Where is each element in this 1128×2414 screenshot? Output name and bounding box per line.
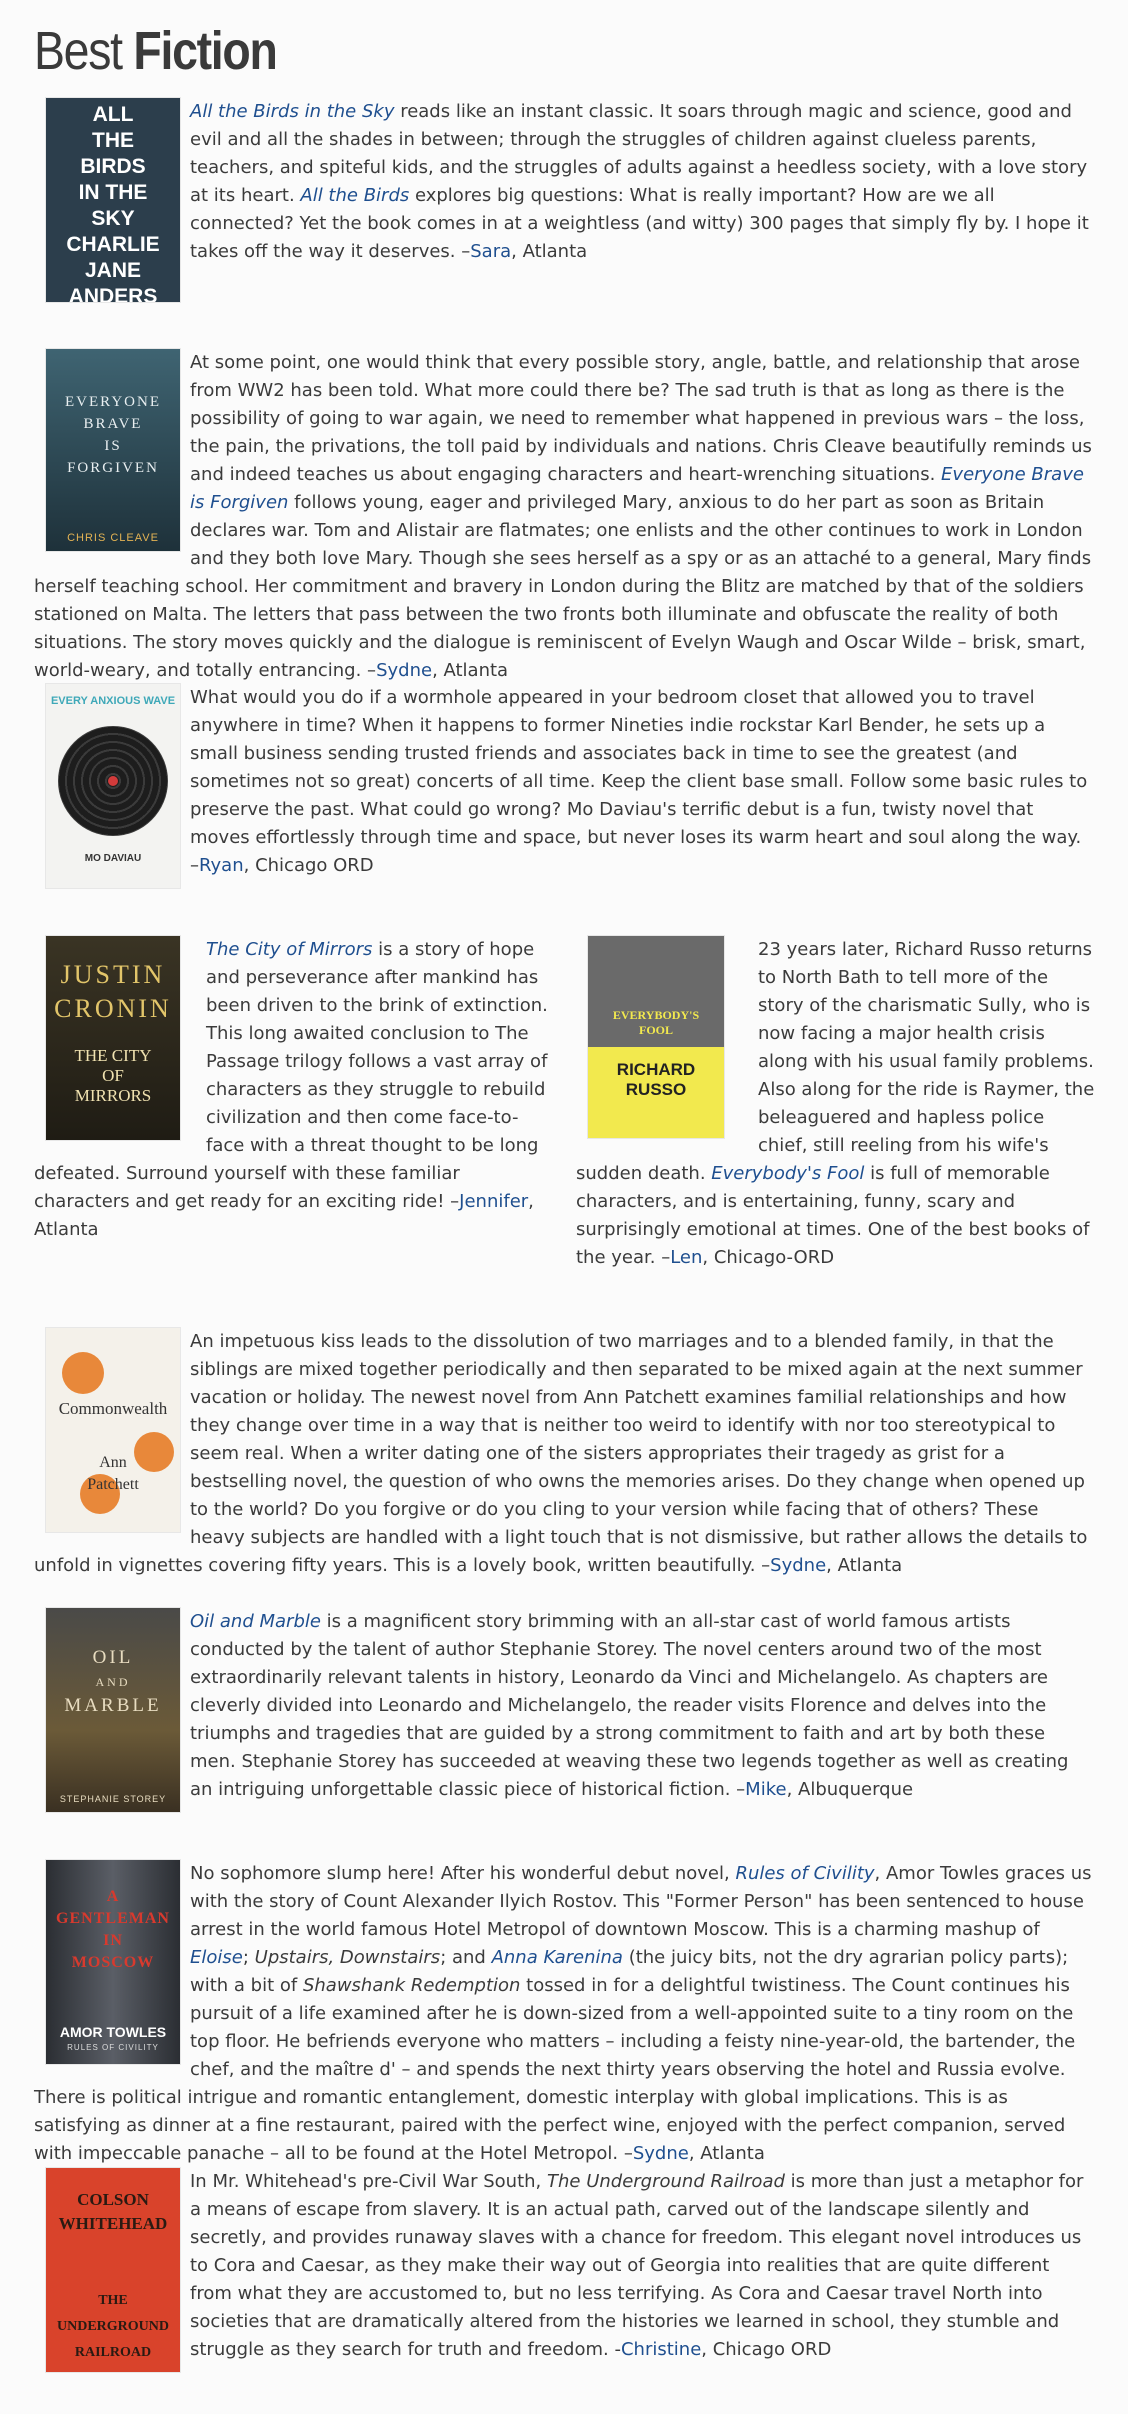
review-text: What would you do if a wormhole appeared in your bedroom closet that allowed you to travel anywhere in time? When it happens to former Nineties indie rockstar Karl Bender, he sets up a small business sending trusted friends and associates back in time to see the greatest (and sometimes not so great) concerts of all time. Keep the client base small. Follow some basic rules to preserve the past. What could go wrong? Mo Daviau's terrific debut is a fun, twisty novel that moves effortlessly through time and space, but never loses its warm heart and soul along the way. –Ryan, Chicago ORD bbox=[190, 687, 1088, 876]
reviewer-link[interactable]: Mike bbox=[745, 1779, 787, 1800]
reviewer-link[interactable]: Sydne bbox=[770, 1555, 827, 1576]
book-cover-oil-and-marble[interactable]: OIL AND MARBLE STEPHANIE STOREY bbox=[46, 1608, 180, 1812]
book-cover-all-the-birds[interactable]: ALL THE BIRDS IN THE SKY CHARLIE JANE ANDERS bbox=[46, 98, 180, 302]
review-text: In Mr. Whitehead's pre-Civil War South, The Underground Railroad is more than just a metaphor for a means of escape from slavery. It is an actual path, carved out of the landscape silently and secretly, and provides runaway slaves with a chance for freedom. This elegant novel introduces us to Cora and Caesar, as they make their way out of Georgia into realities that are quite different from what they are accustomed to, but no less terrifying. As Cora and Caesar travel North into societies that are dramatically altered from the histories we learned in school, they stumble and struggle as they search for truth and freedom. -Christine, Chicago ORD bbox=[190, 2171, 1084, 2360]
review-text: All the Birds in the Sky reads like an instant classic. It soars through magic and science, good and evil and all the shades in between; through the struggles of children against clueless parents, teachers, and spiteful kids, and the struggles of adults against a heedless society, with a love story at its heart. All the Birds explores big questions: What is really important? How are we all connected? Yet the book comes in at a weightless (and witty) 300 pages that simply fly by. I hope it takes off the way it deserves. –Sara, Atlanta bbox=[190, 101, 1089, 262]
review-gentleman-in-moscow bbox=[34, 1860, 1094, 2168]
book-title-link[interactable]: All the Birds bbox=[300, 185, 410, 206]
book-cover-everybodys-fool[interactable]: EVERYBODY'S FOOL RICHARD RUSSO bbox=[588, 936, 724, 1138]
book-title-link[interactable]: Rules of Civility bbox=[735, 1863, 875, 1884]
reviewer-link[interactable]: Sydne bbox=[632, 2143, 689, 2164]
reviewer-link[interactable]: Sara bbox=[470, 241, 512, 262]
book-title-link[interactable]: Eloise bbox=[190, 1947, 243, 1968]
review-text: No sophomore slump here! After his wonderful debut novel, Rules of Civility, Amor Towles graces us with the story of Count Alexander Ilyich Rostov. This "Former Person" has been sentenced to house arrest in the world famous Hotel Metropol of downtown Moscow. This is a charming mashup of Eloise; Upstairs, Downstairs; and Anna Karenina (the juicy bits, not the dry agrarian policy parts); with a bit of Shawshank Redemption tossed in for a delightful twistiness. The Count continues his pursuit of a life examined after he is down-sized from a well-appointed suite to a tiny room on the top floor. He befriends everyone who matters – including a feisty nine-year-old, the bartender, the chef, and the maître d' – and spends the next thirty years observing the hotel and Russia evolve. There is political intrigue and romantic entanglement, domestic interplay with global implications. This is as satisfying as dinner at a fine restaurant, paired with the perfect wine, enjoyed with the perfect companion, served with impeccable panache – all to be found at the Hotel Metropol. –Sydne, Atlanta bbox=[34, 1863, 1092, 2164]
review-every-anxious-wave bbox=[34, 684, 1094, 898]
review-commonwealth bbox=[34, 1328, 1094, 1580]
book-cover-city-of-mirrors[interactable]: JUSTIN CRONIN THE CITY OF MIRRORS bbox=[46, 936, 180, 1140]
book-title-link[interactable]: Oil and Marble bbox=[190, 1611, 321, 1632]
book-title-link[interactable]: Everybody's Fool bbox=[711, 1163, 865, 1184]
review-underground-railroad bbox=[34, 2168, 1094, 2382]
review-text: The City of Mirrors is a story of hope and perseverance after mankind has been driven to the brink of extinction. This long awaited conclusion to The Passage trilogy follows a vast array of characters as they struggle to rebuild civilization and then come face-to-face with a threat thought to be long defeated. Surround yourself with these familiar characters and get ready for an exciting ride! –Jennifer, Atlanta bbox=[34, 939, 548, 1240]
review-text: An impetuous kiss leads to the dissolution of two marriages and to a blended family, in that the siblings are mixed together periodically and then separated to be mixed again at the next summer vacation or holiday. The newest novel from Ann Patchett examines familial relationships and how they change over time in a way that is neither too weird to identify with nor too stereotypical to seem real. When a writer dating one of the sisters appropriates their tragedy as grist for a bestselling novel, the question of who owns the memories arises. Do they change when opened up to the world? Do you forgive or do you cling to your version while facing that of others? These heavy subjects are handled with a light touch that is not dismissive, but rather allows the details to unfold in vignettes covering fifty years. This is a lovely book, written beautifully. –Sydne, Atlanta bbox=[34, 1331, 1088, 1576]
page-title: Best Fiction bbox=[34, 21, 277, 81]
record-icon bbox=[58, 726, 168, 836]
reviewer-link[interactable]: Len bbox=[670, 1247, 703, 1268]
review-text: At some point, one would think that every possible story, angle, battle, and relationship that arose from WW2 has been told. What more could there be? The sad truth is that as long as there is the possibility of going to war again, we need to remember what happened in previous wars – the loss, the pain, the privations, the toll paid by individuals and nations. Chris Cleave beautifully reminds us and indeed teaches us about engaging characters and heart-wrenching situations. Everyone Brave is Forgiven follows young, eager and privileged Mary, anxious to do her part as soon as Britain declares war. Tom and Alistair are flatmates; one enlists and the other continues to work in London and they both love Mary. Though she sees herself as a spy or as an attaché to a general, Mary finds herself teaching school. Her commitment and bravery in London during the Blitz are matched by that of the soldiers stationed on Malta. The letters that pass between the two fronts both illuminate and obfuscate the reality of both situations. The story moves quickly and the dialogue is reminiscent of Evelyn Waugh and Oscar Wilde – brisk, smart, world-weary, and totally entrancing. –Sydne, Atlanta bbox=[34, 352, 1092, 681]
reviewer-link[interactable]: Christine bbox=[620, 2339, 702, 2360]
book-title-link[interactable]: All the Birds in the Sky bbox=[190, 101, 395, 122]
book-cover-everyone-brave[interactable]: EVERYONE BRAVE IS FORGIVEN CHRIS CLEAVE bbox=[46, 349, 180, 551]
book-title-link[interactable]: Anna Karenina bbox=[491, 1947, 623, 1968]
book-title-link[interactable]: Everyone Brave is Forgiven bbox=[190, 464, 1084, 513]
book-cover-commonwealth[interactable]: Commonwealth Ann Patchett bbox=[46, 1328, 180, 1532]
book-cover-every-anxious-wave[interactable]: EVERY ANXIOUS WAVE MO DAVIAU bbox=[46, 684, 180, 888]
review-text: Oil and Marble is a magnificent story brimming with an all-star cast of world famous artists conducted by the talent of author Stephanie Storey. The novel centers around two of the most extraordinarily relevant talents in history, Leonardo da Vinci and Michelangelo. As chapters are cleverly divided into Leonardo and Michelangelo, the reader visits Florence and delves into the triumphs and tragedies that are guided by a strong commitment to faith and art by both these men. Stephanie Storey has succeeded at weaving these two legends together as well as creating an intriguing unforgettable classic piece of historical fiction. –Mike, Albuquerque bbox=[190, 1611, 1069, 1800]
book-title-link[interactable]: The City of Mirrors bbox=[206, 939, 373, 960]
reviewer-link[interactable]: Ryan bbox=[199, 855, 244, 876]
book-cover-underground-railroad[interactable]: COLSON WHITEHEAD THE UNDERGROUND RAILROAD bbox=[46, 2168, 180, 2372]
review-text: 23 years later, Richard Russo returns to North Bath to tell more of the story of the charismatic Sully, who is now facing a major health crisis along with his usual family problems. Also along for the ride is Raymer, the beleaguered and hapless police chief, still reeling from his wife's sudden death. Everybody's Fool is full of memorable characters, and is entertaining, funny, scary and surprisingly emotional at times. One of the best books of the year. –Len, Chicago-ORD bbox=[576, 939, 1095, 1268]
review-everyone-brave bbox=[34, 349, 1094, 685]
review-oil-and-marble bbox=[34, 1608, 1094, 1822]
review-city-of-mirrors bbox=[34, 936, 554, 1244]
reviewer-link[interactable]: Jennifer bbox=[459, 1191, 529, 1212]
book-cover-gentleman-in-moscow[interactable]: A GENTLEMAN IN MOSCOW AMOR TOWLES RULES OF CIVILITY bbox=[46, 1860, 180, 2064]
review-everybodys-fool bbox=[576, 936, 1096, 1272]
reviewer-link[interactable]: Sydne bbox=[376, 660, 433, 681]
review-all-the-birds bbox=[34, 98, 1094, 312]
